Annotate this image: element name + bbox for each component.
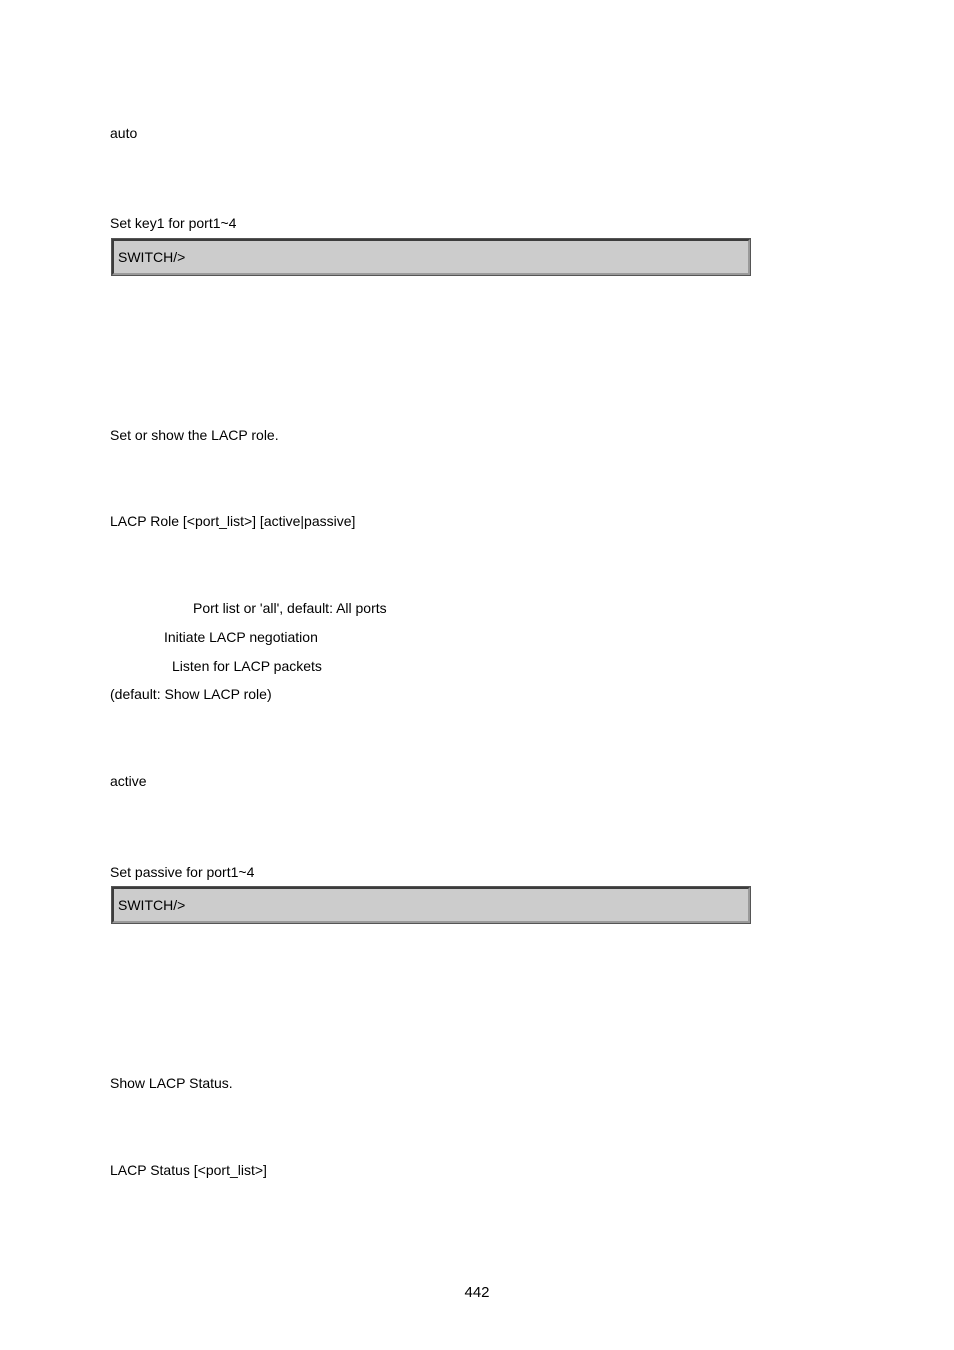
param-default-note: (default: Show LACP role) xyxy=(110,686,272,702)
default-value-text: active xyxy=(110,773,147,789)
command-example-box xyxy=(112,887,750,923)
command-description: Set or show the LACP role. xyxy=(110,427,279,443)
page-number: 442 xyxy=(464,1284,490,1301)
example-description: Set key1 for port1~4 xyxy=(110,215,237,231)
param-active-desc: Initiate LACP negotiation xyxy=(164,629,318,645)
param-passive-desc: Listen for LACP packets xyxy=(172,658,322,674)
command-syntax: LACP Role [<port_list>] [active|passive] xyxy=(110,513,356,529)
command-description: Show LACP Status. xyxy=(110,1075,233,1091)
default-value-text: auto xyxy=(110,125,138,141)
command-prompt: SWITCH/> xyxy=(118,897,186,913)
command-syntax: LACP Status [<port_list>] xyxy=(110,1162,267,1178)
command-example-box xyxy=(112,239,750,275)
param-port-list-desc: Port list or 'all', default: All ports xyxy=(193,600,387,616)
example-description: Set passive for port1~4 xyxy=(110,864,255,880)
command-prompt: SWITCH/> xyxy=(118,249,186,265)
